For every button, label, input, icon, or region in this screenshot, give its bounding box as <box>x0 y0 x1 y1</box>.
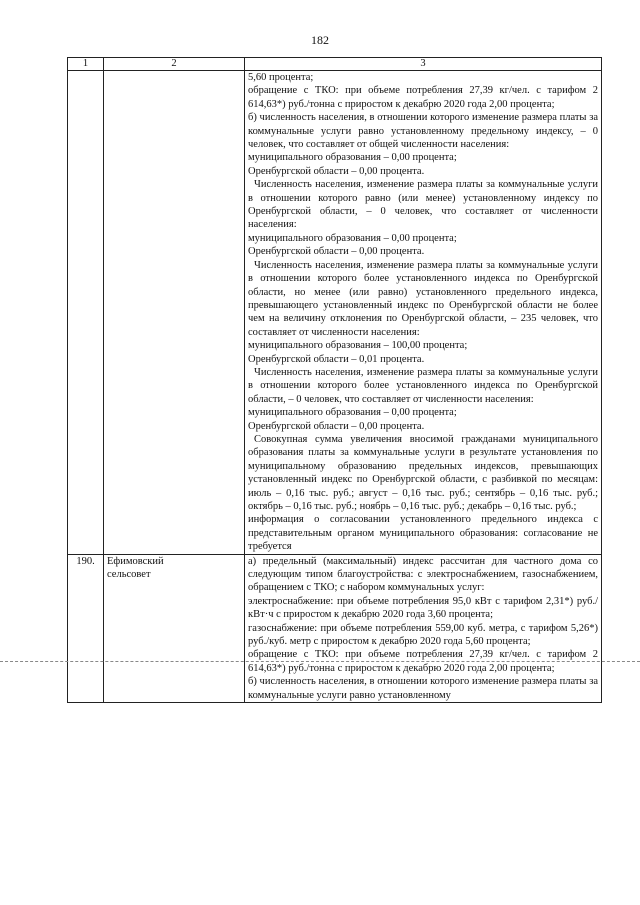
table-row <box>68 554 602 702</box>
document-table <box>67 57 602 703</box>
table-row <box>68 71 602 555</box>
header-col-3: 3 <box>245 58 602 71</box>
paragraph: электроснабжение: при объеме потребления 95,0 кВт с тарифом 2,31*) руб./кВт·ч с приростом к декабрю 2020 года 3,60 процента; <box>248 595 598 621</box>
paragraph: а) предельный (максимальный) индекс рассчитан для частного дома со следующим типом благоустройства: с электроснабжением, газоснабжением, обращением с ТКО; с набором коммунальных услуг: <box>248 555 598 594</box>
paragraph: б) численность населения, в отношении которого изменение размера платы за коммунальные услуги равно установленному предельному индексу, – 0 человек, что составляет от общей численности населения: <box>248 112 598 151</box>
paragraph: Численность населения, изменение размера платы за коммунальные услуги в отношении которого равно (или менее) установленному индексу по Оренбургской области, – 0 человек, что составляет от численности населения: <box>248 179 598 231</box>
paragraph: Оренбургской области – 0,01 процента. <box>248 353 425 365</box>
row-content-cell <box>245 71 602 555</box>
municipality-type: сельсовет <box>107 569 151 581</box>
paragraph: б) численность населения, в отношении которого изменение размера платы за коммунальные услуги равно установленному <box>248 676 598 701</box>
municipality-name: Ефимовский <box>107 555 164 567</box>
paragraph: 5,60 процента; <box>248 72 314 83</box>
row-name-cell <box>104 554 245 702</box>
paragraph: муниципального образования – 0,00 процента; <box>248 152 457 164</box>
header-col-2: 2 <box>104 58 245 71</box>
header-col-1: 1 <box>68 58 104 71</box>
paragraph: обращение с ТКО: при объеме потребления 27,39 кг/чел. с тарифом 2 614,63*) руб./тонна с приростом к декабрю 2020 года 2,00 процента; <box>248 649 598 674</box>
page-number: 182 <box>311 33 329 47</box>
paragraph: муниципального образования – 0,00 процента; <box>248 407 457 419</box>
paragraph: Оренбургской области – 0,00 процента. <box>248 165 425 177</box>
row-name-cell <box>104 71 245 555</box>
paragraph: Совокупная сумма увеличения вносимой гражданами муниципального образования платы за коммунальные услуги в результате установления по муниципальному образованию предельных индексов, превышающих установленный индекс по Оренбургской области, с разбивкой по месяцам: июль – 0,16 тыс. руб.; август – 0,16 тыс. руб.; сентябрь – 0,16 тыс. руб.; октябрь – 0,16 тыс. руб.; ноябрь – 0,16 тыс. руб.; декабрь – 0,16 тыс. руб.; <box>248 433 598 512</box>
paragraph: Оренбургской области – 0,00 процента. <box>248 420 425 432</box>
paragraph: газоснабжение: при объеме потребления 559,00 куб. метра, с тарифом 5,26*) руб./куб. метр с приростом к декабрю 2020 года 5,60 процента; <box>248 622 598 648</box>
paragraph: Численность населения, изменение размера платы за коммунальные услуги в отношении которого более установленного индекса по Оренбургской области, но менее (или равно) установленного предельного индекса, превышающего установленный индекс по Оренбургской области не более чем на величину отклонения по Оренбургской области, – 235 человек, что составляет от численности населения: <box>248 259 598 338</box>
paragraph: информация о согласовании установленного предельного индекса с представительным органом муниципального образования: согласование не требуется <box>248 514 598 553</box>
paragraph: Оренбургской области – 0,00 процента. <box>248 246 425 258</box>
row-number-cell: 190. <box>68 554 104 702</box>
paragraph: Численность населения, изменение размера платы за коммунальные услуги в отношении которого более установленного индекса по Оренбургской области, – 0 человек, что составляет от численности населения: <box>248 366 598 405</box>
paragraph: обращение с ТКО: при объеме потребления 27,39 кг/чел. с тарифом 2 614,63*) руб./тонна с приростом к декабрю 2020 года 2,00 процента; <box>248 85 598 110</box>
paragraph: муниципального образования – 0,00 процента; <box>248 232 457 244</box>
paragraph: муниципального образования – 100,00 процента; <box>248 340 468 352</box>
table-header-row <box>68 58 602 71</box>
scan-fold-line <box>0 661 640 662</box>
row-number-cell <box>68 71 104 555</box>
row-content-cell <box>245 554 602 702</box>
